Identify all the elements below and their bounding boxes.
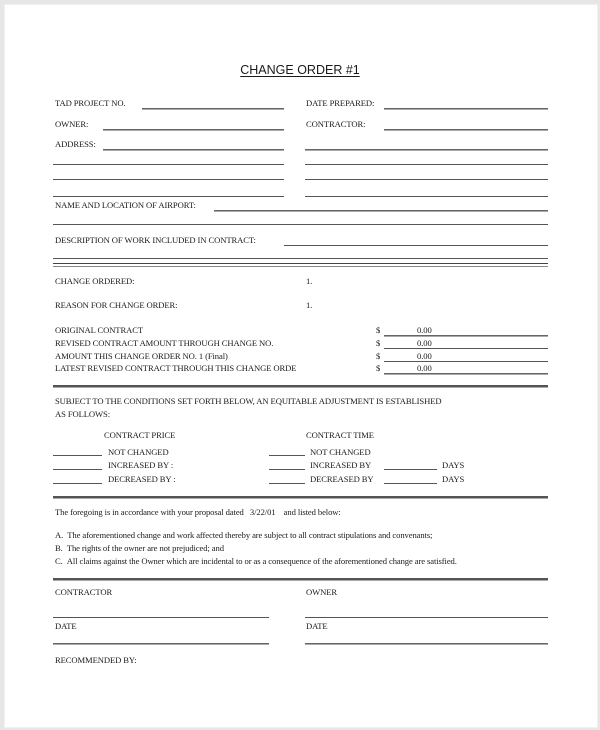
price-increased-field[interactable] <box>53 469 102 470</box>
owner-label: OWNER: <box>55 119 89 129</box>
owner-signature-field[interactable] <box>305 617 548 618</box>
price-decreased-field[interactable] <box>53 483 102 484</box>
foregoing-suffix: and listed below: <box>283 507 341 517</box>
contract-price-heading: CONTRACT PRICE <box>104 430 176 440</box>
price-not-changed-field[interactable] <box>53 455 102 456</box>
days-label: DAYS <box>442 474 465 484</box>
reason-label: REASON FOR CHANGE ORDER: <box>55 300 178 310</box>
owner-signature-label: OWNER <box>306 587 338 597</box>
time-option-label: INCREASED BY <box>310 460 372 470</box>
owner-field[interactable] <box>103 129 284 131</box>
time-not-changed-field[interactable] <box>269 455 305 456</box>
reason-item: 1. <box>306 300 313 310</box>
owner-date-label: DATE <box>306 621 328 631</box>
contractor-label: CONTRACTOR: <box>306 119 366 129</box>
address-field-4[interactable] <box>53 196 284 197</box>
proposal-date: 3/22/01 <box>249 507 276 517</box>
description-label: DESCRIPTION OF WORK INCLUDED IN CONTRACT: <box>55 235 256 245</box>
currency-symbol: $ <box>376 338 381 348</box>
time-increased-field[interactable] <box>269 469 305 470</box>
address-field-3[interactable] <box>53 179 284 180</box>
condition-marker: A. <box>55 530 64 540</box>
time-increased-days-field[interactable] <box>384 469 437 470</box>
airport-field[interactable] <box>214 210 548 212</box>
tad-project-field[interactable] <box>142 108 284 110</box>
section-divider <box>53 385 548 388</box>
amount-label: ORIGINAL CONTRACT <box>55 325 143 335</box>
section-divider <box>53 496 548 499</box>
price-option-label: NOT CHANGED <box>108 447 169 457</box>
amount-label: AMOUNT THIS CHANGE ORDER NO. 1 (Final) <box>55 351 228 361</box>
contractor-signature-field[interactable] <box>53 617 269 618</box>
price-option-label: INCREASED BY : <box>108 460 174 470</box>
condition-item <box>55 556 457 566</box>
condition-text: All claims against the Owner which are incidental to or as a consequence of the aforementioned change are satisfied. <box>66 556 457 566</box>
date-prepared-label: DATE PREPARED: <box>306 98 375 108</box>
contract-time-heading: CONTRACT TIME <box>306 430 374 440</box>
contractor-signature-label: CONTRACTOR <box>55 587 113 597</box>
amount-line <box>384 361 548 362</box>
amount-line <box>384 373 548 375</box>
amount-label: LATEST REVISED CONTRACT THROUGH THIS CHANGE ORDE <box>55 363 297 373</box>
foregoing-prefix: The foregoing is in accordance with your proposal dated <box>55 507 244 517</box>
contractor-date-label: DATE <box>55 621 77 631</box>
address-field-right-1[interactable] <box>305 149 548 151</box>
currency-symbol: $ <box>376 325 381 335</box>
description-field-2[interactable] <box>53 258 548 259</box>
condition-text: The aforementioned change and work affected thereby are subject to all contract stipulations and convenants; <box>67 530 433 540</box>
foregoing-text <box>55 507 341 517</box>
address-field-right-2[interactable] <box>305 164 548 165</box>
address-field-1[interactable] <box>103 149 284 151</box>
contractor-field[interactable] <box>384 129 548 131</box>
condition-item <box>55 530 432 540</box>
airport-label: NAME AND LOCATION OF AIRPORT: <box>55 200 196 210</box>
section-divider <box>53 578 548 581</box>
condition-text: The rights of the owner are not prejudiced; and <box>66 543 224 553</box>
adjustment-text: SUBJECT TO THE CONDITIONS SET FORTH BELOW, AN EQUITABLE ADJUSTMENT IS ESTABLISHED <box>55 396 442 406</box>
amount-value[interactable]: 0.00 <box>417 338 432 348</box>
change-ordered-item: 1. <box>306 276 313 286</box>
time-option-label: DECREASED BY <box>310 474 374 484</box>
amount-line <box>384 335 548 337</box>
description-field[interactable] <box>284 245 548 246</box>
page-title: CHANGE ORDER #1 <box>240 63 360 77</box>
address-field-right-3[interactable] <box>305 179 548 180</box>
address-field-2[interactable] <box>53 164 284 165</box>
condition-item <box>55 543 224 553</box>
amount-label: REVISED CONTRACT AMOUNT THROUGH CHANGE NO. <box>55 338 274 348</box>
time-decreased-days-field[interactable] <box>384 483 437 484</box>
owner-date-field[interactable] <box>305 643 548 645</box>
price-option-label: DECREASED BY : <box>108 474 176 484</box>
amount-value[interactable]: 0.00 <box>417 325 432 335</box>
currency-symbol: $ <box>376 351 381 361</box>
change-ordered-label: CHANGE ORDERED: <box>55 276 135 286</box>
amount-value[interactable]: 0.00 <box>417 363 432 373</box>
address-field-right-4[interactable] <box>305 196 548 197</box>
time-decreased-field[interactable] <box>269 483 305 484</box>
adjustment-text-2: AS FOLLOWS: <box>55 409 111 419</box>
amount-value[interactable]: 0.00 <box>417 351 432 361</box>
address-label: ADDRESS: <box>55 139 96 149</box>
condition-marker: C. <box>55 556 63 566</box>
days-label: DAYS <box>442 460 465 470</box>
recommended-by-label: RECOMMENDED BY: <box>55 655 137 665</box>
contractor-date-field[interactable] <box>53 643 269 645</box>
condition-marker: B. <box>55 543 63 553</box>
date-prepared-field[interactable] <box>384 108 548 110</box>
currency-symbol: $ <box>376 363 381 373</box>
time-option-label: NOT CHANGED <box>310 447 371 457</box>
airport-field-2[interactable] <box>53 224 548 225</box>
section-divider <box>53 263 548 267</box>
tad-project-label: TAD PROJECT NO. <box>55 98 126 108</box>
amount-line <box>384 348 548 349</box>
